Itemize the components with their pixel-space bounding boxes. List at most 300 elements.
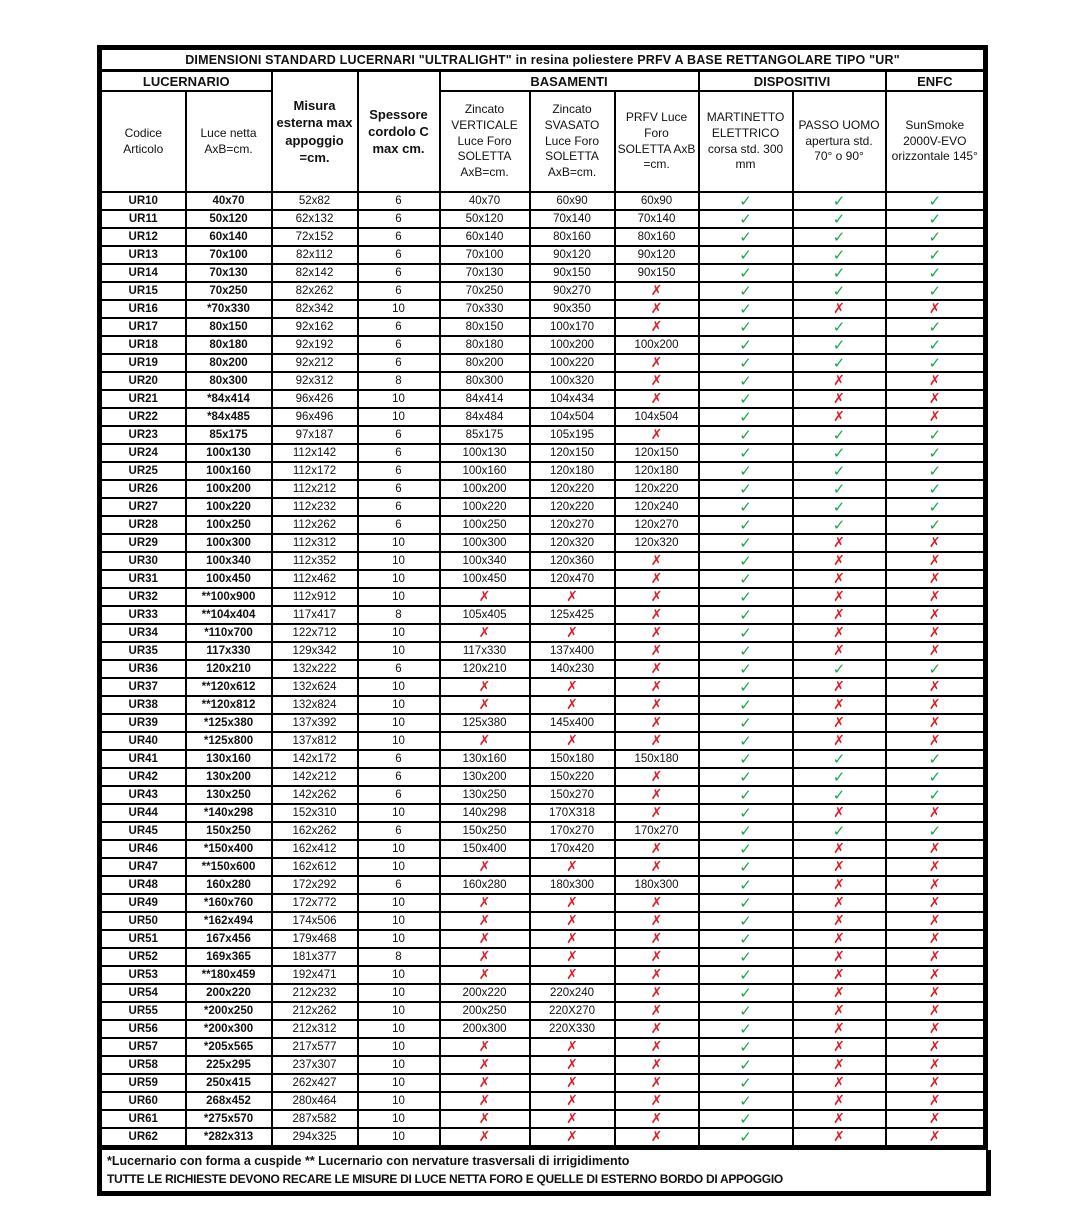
- col-spessore: Spessore cordolo C max cm.: [358, 71, 440, 193]
- luce-netta-cell: *200x300: [186, 1020, 272, 1038]
- luce-netta-cell: 117x330: [186, 642, 272, 660]
- codice-articolo-cell: UR37: [100, 678, 186, 696]
- martinetto-mark-cell: ✓: [699, 984, 793, 1002]
- zincato-verticale-cell: 200x300: [440, 1020, 530, 1038]
- passo-uomo-mark-cell: ✗: [793, 570, 886, 588]
- spessore-cell: 6: [358, 786, 440, 804]
- table-row: [100, 354, 986, 372]
- table-row: [100, 606, 986, 624]
- column-header-row: [100, 91, 986, 192]
- spessore-cell: 10: [358, 984, 440, 1002]
- misura-esterna-cell: 137x812: [272, 732, 358, 750]
- martinetto-mark-cell: ✓: [699, 336, 793, 354]
- prfv-cell: ✗: [615, 354, 699, 372]
- passo-uomo-mark-cell: ✗: [793, 1056, 886, 1074]
- zincato-svasato-cell: ✗: [530, 858, 615, 876]
- codice-articolo-cell: UR57: [100, 1038, 186, 1056]
- luce-netta-cell: 100x300: [186, 534, 272, 552]
- codice-articolo-cell: UR20: [100, 372, 186, 390]
- spessore-cell: 6: [358, 282, 440, 300]
- sunsmoke-mark-cell: ✗: [886, 714, 986, 732]
- sunsmoke-mark-cell: ✓: [886, 210, 986, 228]
- zincato-svasato-cell: 100x320: [530, 372, 615, 390]
- lucernari-spec-table: [97, 45, 988, 1150]
- sunsmoke-mark-cell: ✓: [886, 516, 986, 534]
- table-row: [100, 876, 986, 894]
- table-row: [100, 318, 986, 336]
- misura-esterna-cell: 237x307: [272, 1056, 358, 1074]
- codice-articolo-cell: UR52: [100, 948, 186, 966]
- martinetto-mark-cell: ✓: [699, 498, 793, 516]
- misura-esterna-cell: 174x506: [272, 912, 358, 930]
- table-row: [100, 570, 986, 588]
- zincato-svasato-cell: 120x220: [530, 480, 615, 498]
- zincato-verticale-cell: ✗: [440, 678, 530, 696]
- sunsmoke-mark-cell: ✗: [886, 678, 986, 696]
- footnote-requests: TUTTE LE RICHIESTE DEVONO RECARE LE MISURE DI LUCE NETTA FORO E QUELLE DI ESTERNO BORDO DI APPOGGIO: [107, 1171, 783, 1186]
- zincato-svasato-cell: 90x150: [530, 264, 615, 282]
- martinetto-mark-cell: ✓: [699, 588, 793, 606]
- prfv-cell: 120x240: [615, 498, 699, 516]
- misura-esterna-cell: 96x426: [272, 390, 358, 408]
- codice-articolo-cell: UR54: [100, 984, 186, 1002]
- luce-netta-cell: 100x250: [186, 516, 272, 534]
- misura-esterna-cell: 137x392: [272, 714, 358, 732]
- misura-esterna-cell: 181x377: [272, 948, 358, 966]
- passo-uomo-mark-cell: ✗: [793, 678, 886, 696]
- passo-uomo-mark-cell: ✓: [793, 660, 886, 678]
- martinetto-mark-cell: ✓: [699, 318, 793, 336]
- spessore-cell: 6: [358, 876, 440, 894]
- martinetto-mark-cell: ✓: [699, 642, 793, 660]
- title-row: [100, 48, 986, 71]
- zincato-svasato-cell: ✗: [530, 894, 615, 912]
- zincato-verticale-cell: 85x175: [440, 426, 530, 444]
- passo-uomo-mark-cell: ✓: [793, 750, 886, 768]
- zincato-verticale-cell: 140x298: [440, 804, 530, 822]
- martinetto-mark-cell: ✓: [699, 444, 793, 462]
- luce-netta-cell: 40x70: [186, 192, 272, 210]
- spessore-cell: 6: [358, 210, 440, 228]
- martinetto-mark-cell: ✓: [699, 660, 793, 678]
- sunsmoke-mark-cell: ✗: [886, 1056, 986, 1074]
- codice-articolo-cell: UR17: [100, 318, 186, 336]
- passo-uomo-mark-cell: ✗: [793, 642, 886, 660]
- zincato-verticale-cell: 100x300: [440, 534, 530, 552]
- spessore-cell: 10: [358, 804, 440, 822]
- table-row: [100, 228, 986, 246]
- luce-netta-cell: 100x450: [186, 570, 272, 588]
- sunsmoke-mark-cell: ✓: [886, 480, 986, 498]
- misura-esterna-cell: 112x312: [272, 534, 358, 552]
- zincato-svasato-cell: 120x180: [530, 462, 615, 480]
- passo-uomo-mark-cell: ✗: [793, 930, 886, 948]
- prfv-cell: ✗: [615, 660, 699, 678]
- table-row: [100, 840, 986, 858]
- passo-uomo-mark-cell: ✓: [793, 210, 886, 228]
- zincato-verticale-cell: ✗: [440, 930, 530, 948]
- codice-articolo-cell: UR62: [100, 1128, 186, 1148]
- table-row: [100, 444, 986, 462]
- zincato-verticale-cell: 100x250: [440, 516, 530, 534]
- misura-esterna-cell: 172x292: [272, 876, 358, 894]
- prfv-cell: 90x120: [615, 246, 699, 264]
- col-luce-netta: Luce netta AxB=cm.: [186, 91, 272, 192]
- sunsmoke-mark-cell: ✗: [886, 552, 986, 570]
- prfv-cell: ✗: [615, 786, 699, 804]
- zincato-svasato-cell: 105x195: [530, 426, 615, 444]
- luce-netta-cell: **180x459: [186, 966, 272, 984]
- luce-netta-cell: 167x456: [186, 930, 272, 948]
- spessore-cell: 10: [358, 570, 440, 588]
- martinetto-mark-cell: ✓: [699, 966, 793, 984]
- codice-articolo-cell: UR27: [100, 498, 186, 516]
- sunsmoke-mark-cell: ✓: [886, 354, 986, 372]
- misura-esterna-cell: 112x462: [272, 570, 358, 588]
- prfv-cell: ✗: [615, 1092, 699, 1110]
- misura-esterna-cell: 142x212: [272, 768, 358, 786]
- misura-esterna-cell: 262x427: [272, 1074, 358, 1092]
- passo-uomo-mark-cell: ✗: [793, 858, 886, 876]
- table-row: [100, 930, 986, 948]
- col-prfv: PRFV Luce Foro SOLETTA AxB =cm.: [615, 91, 699, 192]
- codice-articolo-cell: UR61: [100, 1110, 186, 1128]
- codice-articolo-cell: UR35: [100, 642, 186, 660]
- passo-uomo-mark-cell: ✗: [793, 894, 886, 912]
- sunsmoke-mark-cell: ✓: [886, 786, 986, 804]
- zincato-svasato-cell: 125x425: [530, 606, 615, 624]
- spessore-cell: 10: [358, 858, 440, 876]
- passo-uomo-mark-cell: ✓: [793, 768, 886, 786]
- codice-articolo-cell: UR38: [100, 696, 186, 714]
- table-row: [100, 678, 986, 696]
- misura-esterna-cell: 294x325: [272, 1128, 358, 1148]
- luce-netta-cell: *125x380: [186, 714, 272, 732]
- spessore-cell: 6: [358, 444, 440, 462]
- zincato-verticale-cell: 60x140: [440, 228, 530, 246]
- misura-esterna-cell: 152x310: [272, 804, 358, 822]
- spessore-cell: 6: [358, 426, 440, 444]
- prfv-cell: 104x504: [615, 408, 699, 426]
- luce-netta-cell: 100x200: [186, 480, 272, 498]
- zincato-verticale-cell: ✗: [440, 696, 530, 714]
- misura-esterna-cell: 92x312: [272, 372, 358, 390]
- zincato-svasato-cell: 90x120: [530, 246, 615, 264]
- zincato-verticale-cell: 100x130: [440, 444, 530, 462]
- luce-netta-cell: *205x565: [186, 1038, 272, 1056]
- spessore-cell: 6: [358, 354, 440, 372]
- table-row: [100, 1128, 986, 1148]
- luce-netta-cell: 70x100: [186, 246, 272, 264]
- zincato-verticale-cell: 125x380: [440, 714, 530, 732]
- passo-uomo-mark-cell: ✗: [793, 408, 886, 426]
- martinetto-mark-cell: ✓: [699, 210, 793, 228]
- spessore-cell: 10: [358, 1092, 440, 1110]
- codice-articolo-cell: UR26: [100, 480, 186, 498]
- zincato-verticale-cell: 70x330: [440, 300, 530, 318]
- passo-uomo-mark-cell: ✓: [793, 246, 886, 264]
- passo-uomo-mark-cell: ✗: [793, 372, 886, 390]
- spessore-cell: 10: [358, 1110, 440, 1128]
- table-row: [100, 1110, 986, 1128]
- prfv-cell: ✗: [615, 1002, 699, 1020]
- sunsmoke-mark-cell: ✓: [886, 462, 986, 480]
- luce-netta-cell: 150x250: [186, 822, 272, 840]
- zincato-verticale-cell: 160x280: [440, 876, 530, 894]
- zincato-svasato-cell: 120x270: [530, 516, 615, 534]
- codice-articolo-cell: UR42: [100, 768, 186, 786]
- passo-uomo-mark-cell: ✗: [793, 1020, 886, 1038]
- codice-articolo-cell: UR15: [100, 282, 186, 300]
- passo-uomo-mark-cell: ✓: [793, 498, 886, 516]
- zincato-svasato-cell: 104x504: [530, 408, 615, 426]
- martinetto-mark-cell: ✓: [699, 390, 793, 408]
- codice-articolo-cell: UR47: [100, 858, 186, 876]
- col-martinetto: MARTINETTO ELETTRICO corsa std. 300 mm: [699, 91, 793, 192]
- zincato-verticale-cell: 100x200: [440, 480, 530, 498]
- passo-uomo-mark-cell: ✗: [793, 1128, 886, 1148]
- zincato-svasato-cell: 220X330: [530, 1020, 615, 1038]
- spessore-cell: 10: [358, 1002, 440, 1020]
- table-row: [100, 858, 986, 876]
- martinetto-mark-cell: ✓: [699, 1002, 793, 1020]
- group-enfc: ENFC: [886, 71, 986, 92]
- table-row: [100, 894, 986, 912]
- spessore-cell: 10: [358, 408, 440, 426]
- prfv-cell: ✗: [615, 300, 699, 318]
- zincato-svasato-cell: 170X318: [530, 804, 615, 822]
- martinetto-mark-cell: ✓: [699, 948, 793, 966]
- spessore-cell: 6: [358, 768, 440, 786]
- passo-uomo-mark-cell: ✓: [793, 462, 886, 480]
- spessore-cell: 10: [358, 1056, 440, 1074]
- martinetto-mark-cell: ✓: [699, 1038, 793, 1056]
- table-row: [100, 336, 986, 354]
- prfv-cell: ✗: [615, 372, 699, 390]
- table-row: [100, 1020, 986, 1038]
- table-row: [100, 786, 986, 804]
- zincato-verticale-cell: 120x210: [440, 660, 530, 678]
- passo-uomo-mark-cell: ✗: [793, 912, 886, 930]
- misura-esterna-cell: 192x471: [272, 966, 358, 984]
- zincato-svasato-cell: ✗: [530, 1074, 615, 1092]
- zincato-verticale-cell: 84x484: [440, 408, 530, 426]
- table-row: [100, 1038, 986, 1056]
- spessore-cell: 10: [358, 732, 440, 750]
- zincato-verticale-cell: ✗: [440, 858, 530, 876]
- spessore-cell: 8: [358, 606, 440, 624]
- spessore-cell: 10: [358, 1038, 440, 1056]
- passo-uomo-mark-cell: ✗: [793, 606, 886, 624]
- table-row: [100, 516, 986, 534]
- luce-netta-cell: 169x365: [186, 948, 272, 966]
- codice-articolo-cell: UR53: [100, 966, 186, 984]
- sunsmoke-mark-cell: ✗: [886, 948, 986, 966]
- table-row: [100, 768, 986, 786]
- codice-articolo-cell: UR21: [100, 390, 186, 408]
- passo-uomo-mark-cell: ✓: [793, 264, 886, 282]
- misura-esterna-cell: 132x824: [272, 696, 358, 714]
- passo-uomo-mark-cell: ✓: [793, 786, 886, 804]
- misura-esterna-cell: 72x152: [272, 228, 358, 246]
- martinetto-mark-cell: ✓: [699, 246, 793, 264]
- luce-netta-cell: *150x400: [186, 840, 272, 858]
- spessore-cell: 10: [358, 588, 440, 606]
- zincato-verticale-cell: 80x150: [440, 318, 530, 336]
- martinetto-mark-cell: ✓: [699, 696, 793, 714]
- codice-articolo-cell: UR59: [100, 1074, 186, 1092]
- misura-esterna-cell: 92x162: [272, 318, 358, 336]
- martinetto-mark-cell: ✓: [699, 480, 793, 498]
- codice-articolo-cell: UR55: [100, 1002, 186, 1020]
- footnote-asterisks: *Lucernario con forma a cuspide ** Lucernario con nervature trasversali di irrigidimento: [107, 1154, 630, 1168]
- codice-articolo-cell: UR44: [100, 804, 186, 822]
- prfv-cell: ✗: [615, 570, 699, 588]
- passo-uomo-mark-cell: ✗: [793, 966, 886, 984]
- table-row: [100, 192, 986, 210]
- passo-uomo-mark-cell: ✓: [793, 354, 886, 372]
- table-row: [100, 462, 986, 480]
- prfv-cell: ✗: [615, 282, 699, 300]
- spessore-cell: 10: [358, 1020, 440, 1038]
- sunsmoke-mark-cell: ✗: [886, 390, 986, 408]
- codice-articolo-cell: UR36: [100, 660, 186, 678]
- sunsmoke-mark-cell: ✓: [886, 246, 986, 264]
- prfv-cell: 120x220: [615, 480, 699, 498]
- spessore-cell: 10: [358, 1074, 440, 1092]
- luce-netta-cell: 120x210: [186, 660, 272, 678]
- passo-uomo-mark-cell: ✗: [793, 1092, 886, 1110]
- codice-articolo-cell: UR60: [100, 1092, 186, 1110]
- martinetto-mark-cell: ✓: [699, 714, 793, 732]
- sunsmoke-mark-cell: ✗: [886, 984, 986, 1002]
- table-row: [100, 210, 986, 228]
- zincato-svasato-cell: 100x200: [530, 336, 615, 354]
- zincato-svasato-cell: 104x434: [530, 390, 615, 408]
- martinetto-mark-cell: ✓: [699, 840, 793, 858]
- table-row: [100, 282, 986, 300]
- codice-articolo-cell: UR30: [100, 552, 186, 570]
- spessore-cell: 10: [358, 642, 440, 660]
- zincato-svasato-cell: 100x220: [530, 354, 615, 372]
- martinetto-mark-cell: ✓: [699, 876, 793, 894]
- zincato-svasato-cell: 137x400: [530, 642, 615, 660]
- martinetto-mark-cell: ✓: [699, 750, 793, 768]
- sunsmoke-mark-cell: ✓: [886, 768, 986, 786]
- codice-articolo-cell: UR45: [100, 822, 186, 840]
- sunsmoke-mark-cell: ✗: [886, 642, 986, 660]
- zincato-svasato-cell: 180x300: [530, 876, 615, 894]
- martinetto-mark-cell: ✓: [699, 930, 793, 948]
- misura-esterna-cell: 212x232: [272, 984, 358, 1002]
- luce-netta-cell: 60x140: [186, 228, 272, 246]
- misura-esterna-cell: 142x262: [272, 786, 358, 804]
- luce-netta-cell: 100x130: [186, 444, 272, 462]
- passo-uomo-mark-cell: ✗: [793, 1074, 886, 1092]
- misura-esterna-cell: 52x82: [272, 192, 358, 210]
- prfv-cell: ✗: [615, 678, 699, 696]
- sunsmoke-mark-cell: ✓: [886, 444, 986, 462]
- sunsmoke-mark-cell: ✗: [886, 1002, 986, 1020]
- spessore-cell: 6: [358, 660, 440, 678]
- sunsmoke-mark-cell: ✗: [886, 1128, 986, 1148]
- martinetto-mark-cell: ✓: [699, 1092, 793, 1110]
- passo-uomo-mark-cell: ✗: [793, 300, 886, 318]
- zincato-verticale-cell: 105x405: [440, 606, 530, 624]
- codice-articolo-cell: UR25: [100, 462, 186, 480]
- prfv-cell: ✗: [615, 426, 699, 444]
- martinetto-mark-cell: ✓: [699, 606, 793, 624]
- passo-uomo-mark-cell: ✗: [793, 552, 886, 570]
- table-row: [100, 588, 986, 606]
- sunsmoke-mark-cell: ✗: [886, 804, 986, 822]
- prfv-cell: 170x270: [615, 822, 699, 840]
- spessore-cell: 10: [358, 930, 440, 948]
- misura-esterna-cell: 62x132: [272, 210, 358, 228]
- table-row: [100, 732, 986, 750]
- prfv-cell: ✗: [615, 840, 699, 858]
- sunsmoke-mark-cell: ✗: [886, 696, 986, 714]
- passo-uomo-mark-cell: ✓: [793, 228, 886, 246]
- prfv-cell: ✗: [615, 858, 699, 876]
- misura-esterna-cell: 280x464: [272, 1092, 358, 1110]
- luce-netta-cell: 130x160: [186, 750, 272, 768]
- martinetto-mark-cell: ✓: [699, 408, 793, 426]
- passo-uomo-mark-cell: ✗: [793, 696, 886, 714]
- sunsmoke-mark-cell: ✗: [886, 1020, 986, 1038]
- luce-netta-cell: *125x800: [186, 732, 272, 750]
- table-row: [100, 714, 986, 732]
- sunsmoke-mark-cell: ✗: [886, 372, 986, 390]
- spessore-cell: 10: [358, 624, 440, 642]
- zincato-verticale-cell: ✗: [440, 912, 530, 930]
- misura-esterna-cell: 112x912: [272, 588, 358, 606]
- prfv-cell: ✗: [615, 1020, 699, 1038]
- misura-esterna-cell: 179x468: [272, 930, 358, 948]
- passo-uomo-mark-cell: ✗: [793, 1110, 886, 1128]
- codice-articolo-cell: UR43: [100, 786, 186, 804]
- martinetto-mark-cell: ✓: [699, 282, 793, 300]
- spessore-cell: 10: [358, 552, 440, 570]
- zincato-svasato-cell: ✗: [530, 678, 615, 696]
- zincato-svasato-cell: ✗: [530, 1056, 615, 1074]
- martinetto-mark-cell: ✓: [699, 1110, 793, 1128]
- spessore-cell: 10: [358, 714, 440, 732]
- martinetto-mark-cell: ✓: [699, 192, 793, 210]
- misura-esterna-cell: 112x212: [272, 480, 358, 498]
- zincato-verticale-cell: 150x400: [440, 840, 530, 858]
- passo-uomo-mark-cell: ✓: [793, 282, 886, 300]
- spessore-cell: 6: [358, 750, 440, 768]
- misura-esterna-cell: 217x577: [272, 1038, 358, 1056]
- table-row: [100, 1074, 986, 1092]
- martinetto-mark-cell: ✓: [699, 534, 793, 552]
- luce-netta-cell: *282x313: [186, 1128, 272, 1148]
- codice-articolo-cell: UR48: [100, 876, 186, 894]
- sunsmoke-mark-cell: ✓: [886, 822, 986, 840]
- codice-articolo-cell: UR19: [100, 354, 186, 372]
- spessore-cell: 10: [358, 912, 440, 930]
- codice-articolo-cell: UR28: [100, 516, 186, 534]
- table-row: [100, 372, 986, 390]
- zincato-svasato-cell: 90x270: [530, 282, 615, 300]
- codice-articolo-cell: UR14: [100, 264, 186, 282]
- zincato-svasato-cell: 120x470: [530, 570, 615, 588]
- sunsmoke-mark-cell: ✗: [886, 1110, 986, 1128]
- martinetto-mark-cell: ✓: [699, 822, 793, 840]
- spessore-cell: 10: [358, 534, 440, 552]
- zincato-verticale-cell: 80x200: [440, 354, 530, 372]
